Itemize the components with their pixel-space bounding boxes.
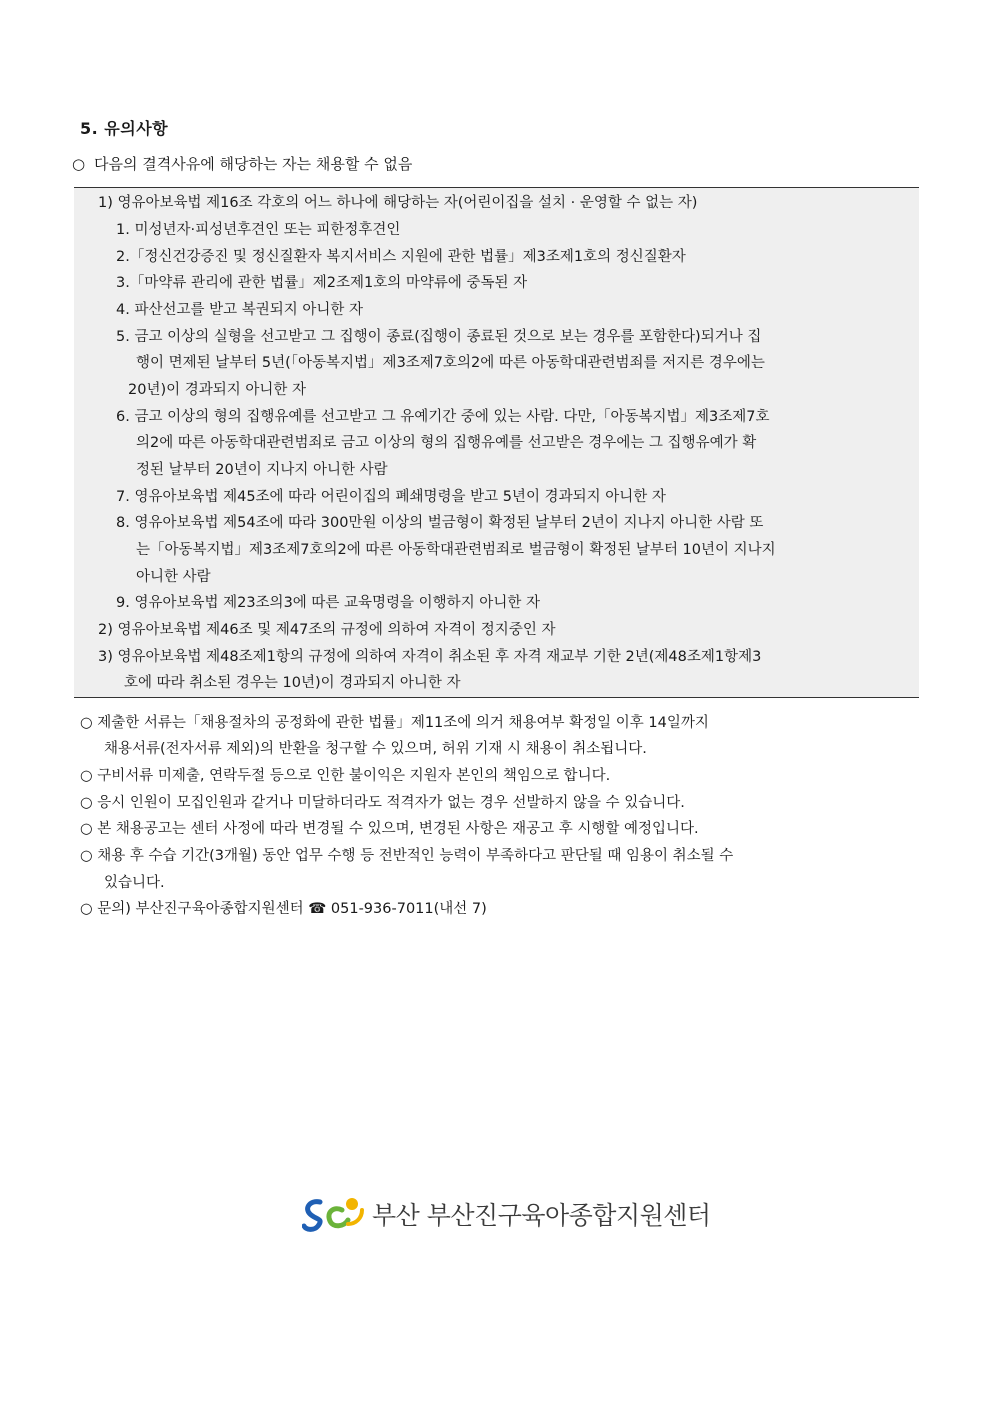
sub-item-1: 1. 미성년자·피성년후견인 또는 피한정후견인 <box>116 222 401 238</box>
note-4: ○ 본 채용공고는 센터 사정에 따라 변경될 수 있으며, 변경된 사항은 재공고 후 시행할 예정입니다. <box>80 821 699 837</box>
disqualification-box <box>74 187 919 698</box>
item-1: 1) 영유아보육법 제16조 각호의 어느 하나에 해당하는 자(어린이집을 설치 · 운영할 수 없는 자) <box>98 195 698 211</box>
item-2: 2) 영유아보육법 제46조 및 제47조의 규정에 의하여 자격이 정지중인 자 <box>98 622 556 638</box>
footer-logo <box>302 1194 711 1234</box>
sub-item-6-line-1: 6. 금고 이상의 형의 집행유예를 선고받고 그 유예기간 중에 있는 사람. 다만,「아동복지법」제3조제7호 <box>116 409 770 425</box>
section-title: 5. 유의사항 <box>80 119 169 138</box>
intro-line <box>72 154 412 174</box>
note-3: ○ 응시 인원이 모집인원과 같거나 미달하더라도 적격자가 없는 경우 선발하지 않을 수 있습니다. <box>80 795 685 811</box>
sub-item-7: 7. 영유아보육법 제45조에 따라 어린이집의 폐쇄명령을 받고 5년이 경과되지 아니한 자 <box>116 489 666 505</box>
footer-logo-text: 부산 부산진구육아종합지원센터 <box>372 1201 711 1230</box>
sub-item-4: 4. 파산선고를 받고 복권되지 아니한 자 <box>116 302 363 318</box>
sub-item-8-line-1: 8. 영유아보육법 제54조에 따라 300만원 이상의 벌금형이 확정된 날부터 2년이 지나지 아니한 사람 또 <box>116 515 764 531</box>
note-1-line-2: 채용서류(전자서류 제외)의 반환을 청구할 수 있으며, 허위 기재 시 채용이 취소됩니다. <box>104 741 647 757</box>
note-2: ○ 구비서류 미제출, 연락두절 등으로 인한 불이익은 지원자 본인의 책임으로 합니다. <box>80 768 611 784</box>
note-5-line-2: 있습니다. <box>104 875 165 891</box>
sub-item-6-line-3: 정된 날부터 20년이 지나지 아니한 사람 <box>136 462 388 478</box>
item-3-line-2: 호에 따라 취소된 경우는 10년)이 경과되지 아니한 자 <box>124 675 461 691</box>
sub-item-8-line-2: 는「아동복지법」제3조제7호의2에 따른 아동학대관련범죄로 벌금형이 확정된 날부터 10년이 지나지 <box>136 542 776 558</box>
sub-item-5-line-3: 20년)이 경과되지 아니한 자 <box>128 382 307 398</box>
note-5-line-1: ○ 채용 후 수습 기간(3개월) 동안 업무 수행 등 전반적인 능력이 부족하다고 판단될 때 임용이 취소될 수 <box>80 848 734 864</box>
sub-item-6-line-2: 의2에 따른 아동학대관련범죄로 금고 이상의 형의 집행유예를 선고받은 경우에는 그 집행유예가 확 <box>136 435 757 451</box>
bullet-circle: ○ <box>72 155 86 173</box>
center-logo-icon <box>302 1194 366 1234</box>
sub-item-5-line-1: 5. 금고 이상의 실형을 선고받고 그 집행이 종료(집행이 종료된 것으로 보는 경우를 포함한다)되거나 집 <box>116 329 762 345</box>
sub-item-8-line-3: 아니한 사람 <box>136 569 211 585</box>
note-6: ○ 문의) 부산진구육아종합지원센터 ☎ 051-936-7011(내선 7) <box>80 901 487 917</box>
sub-item-9: 9. 영유아보육법 제23조의3에 따른 교육명령을 이행하지 아니한 자 <box>116 595 540 611</box>
sub-item-5-line-2: 행이 면제된 날부터 5년(「아동복지법」제3조제7호의2에 따른 아동학대관련범죄를 저지른 경우에는 <box>136 355 765 371</box>
note-1-line-1: ○ 제출한 서류는「채용절차의 공정화에 관한 법률」제11조에 의거 채용여부 확정일 이후 14일까지 <box>80 715 709 731</box>
sub-item-3: 3.「마약류 관리에 관한 법률」제2조제1호의 마약류에 중독된 자 <box>116 275 528 291</box>
sub-item-2: 2.「정신건강증진 및 정신질환자 복지서비스 지원에 관한 법률」제3조제1호의 정신질환자 <box>116 249 686 265</box>
item-3-line-1: 3) 영유아보육법 제48조제1항의 규정에 의하여 자격이 취소된 후 자격 재교부 기한 2년(제48조제1항제3 <box>98 649 762 665</box>
intro-text: 다음의 결격사유에 해당하는 자는 채용할 수 없음 <box>94 155 413 173</box>
